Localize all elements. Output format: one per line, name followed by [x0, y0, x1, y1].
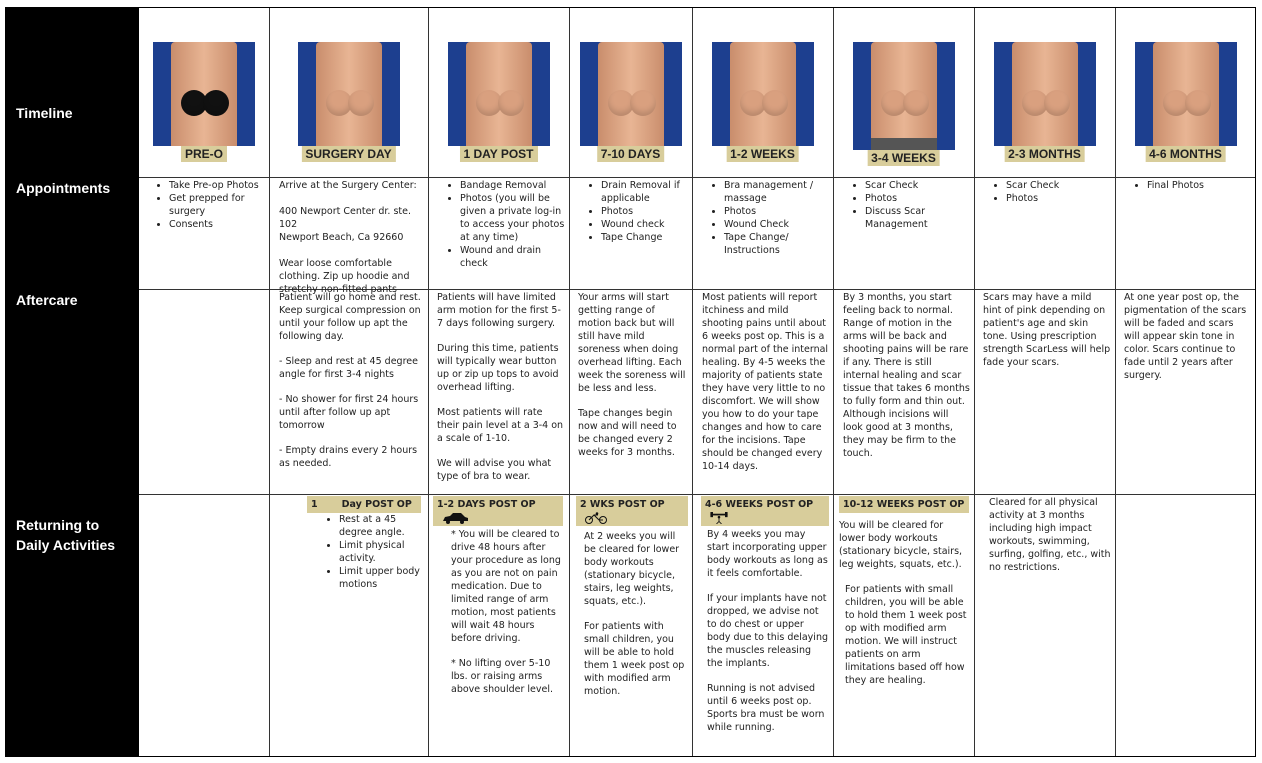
appointments-2-3-months	[976, 179, 1112, 205]
returning-surgery-day	[307, 496, 421, 591]
patient-photo	[448, 42, 550, 146]
patient-photo	[580, 42, 682, 146]
list-item: • Wound Check	[724, 218, 830, 231]
appointments-pre-op	[139, 179, 267, 231]
list-item: • Rest at a 45 degree angle.	[339, 513, 421, 539]
weightlifter-icon	[709, 512, 729, 524]
list-item: • Take Pre-op Photos	[169, 179, 267, 192]
aftercare-3-4-weeks: By 3 months, you start feeling back to normal. Range of motion in the arms will be back and shooting pains will be rare if any. There is still internal healing and scar tissue that takes 6 months to fully form and thin out. Although incisions will look good at 3 months, they may be firm to the touch.	[843, 292, 970, 459]
patient-photo	[1135, 42, 1237, 146]
patient-photo	[298, 42, 400, 146]
section-header: Day POST OP	[341, 499, 412, 510]
stage-label: SURGERY DAY	[301, 146, 395, 162]
appointments-4-6-months	[1117, 179, 1253, 192]
row-label-returning: Returning to Daily Activities	[16, 517, 116, 553]
patient-photo	[853, 42, 955, 150]
returning-2-3-months: Cleared for all physical activity at 3 months including high impact workouts, swimming, surfing, golfing, etc., with no restrictions.	[989, 497, 1111, 573]
list-item: • Wound check	[601, 218, 689, 231]
appointments-surgery-day: Arrive at the Surgery Center: 400 Newport Center dr. ste. 102 Newport Beach, Ca 92660 Wear loose comfortable clothing. Zip up hoodie and stretchy non-fitted pants	[279, 180, 417, 295]
stage-label: 4-6 MONTHS	[1145, 146, 1226, 162]
list-item: • Final Photos	[1147, 179, 1253, 192]
stage-label: 1-2 WEEKS	[726, 146, 799, 162]
section-header: 1-2 DAYS POST OP	[437, 499, 536, 510]
stage-label: 3-4 WEEKS	[867, 150, 940, 166]
list-item: • Photos	[865, 192, 971, 205]
appointments-7-10-days	[571, 179, 689, 244]
patient-photo	[153, 42, 255, 146]
aftercare-surgery-day: Patient will go home and rest. Keep surgical compression on until your follow up apt the following day. - Sleep and rest at 45 degree angle for first 3-4 nights - No shower for first 24 hours until after follow up apt tomorrow - Empty drains every 2 hours as needed.	[279, 292, 421, 469]
list-item: • Limit upper body motions	[339, 565, 421, 591]
stage-label: 1 DAY POST	[459, 146, 537, 162]
section-header: 2 WKS POST OP	[580, 499, 665, 510]
header-number: 1	[311, 499, 318, 510]
list-item: • Bandage Removal	[460, 179, 565, 192]
patient-photo	[994, 42, 1096, 146]
appointments-1-day-post	[430, 179, 565, 270]
list-item: • Wound and drain check	[460, 244, 565, 270]
aftercare-7-10-days: Your arms will start getting range of motion back but will still have mild soreness when doing overhead lifting. Each week the soreness will be less and less. Tape changes begin now and will need to be changed every 2 weeks for 3 months.	[578, 292, 686, 458]
column-pre-op	[139, 8, 269, 756]
list-item: • Tape Change	[601, 231, 689, 244]
bicycle-icon	[584, 512, 608, 524]
returning-7-10-days: 2 WKS POST OP At 2 weeks you will be cleared for lower body workouts (stationary bicycle, stairs, leg weights, squats, etc.). For patients with small children, you will be able to hold them 1 week post op with modified arm motion.	[576, 496, 688, 710]
list-item: • Photos	[1006, 192, 1112, 205]
list-item: • Bra management / massage	[724, 179, 830, 205]
appointments-3-4-weeks	[835, 179, 971, 231]
list-item: • Limit physical activity.	[339, 539, 421, 565]
list-item: • Consents	[169, 218, 267, 231]
stage-label: PRE-O	[181, 146, 227, 162]
list-item: • Photos	[601, 205, 689, 218]
returning-1-day-post: 1-2 DAYS POST OP * You will be cleared to drive 48 hours after your procedure as long as you are not on pain medication. Due to limited range of arm motion, most patients will wait 48 hours before driving. * No lifting over 5-10 lbs. or raising arms above shoulder level.	[433, 496, 563, 708]
list-item: • Scar Check	[1006, 179, 1112, 192]
list-item: • Scar Check	[865, 179, 971, 192]
patient-photo	[712, 42, 814, 146]
section-header: 4-6 WEEKS POST OP	[705, 499, 814, 510]
car-icon	[441, 512, 469, 524]
row-label-appointments: Appointments	[16, 180, 111, 196]
stage-label: 2-3 MONTHS	[1004, 146, 1085, 162]
section-header: 10-12 WEEKS POST OP	[843, 499, 965, 510]
aftercare-1-day-post: Patients will have limited arm motion for the first 5-7 days following surgery. During this time, patients will typically wear button up or zip up tops to avoid overhead lifting. Most patients will rate their pain level at a 3-4 on a scale of 1-10. We will advise you what type of bra to wear.	[437, 292, 564, 482]
list-item: • Discuss Scar Management	[865, 205, 971, 231]
list-item: • Drain Removal if applicable	[601, 179, 689, 205]
aftercare-4-6-months: At one year post op, the pigmentation of the scars will be faded and scars will appear skin tone in color. Scars continue to fade until 2 years after surgery.	[1124, 292, 1247, 381]
row-label-sidebar	[5, 7, 138, 757]
list-item: • Get prepped for surgery	[169, 192, 267, 218]
returning-3-4-weeks: 10-12 WEEKS POST OP You will be cleared for lower body workouts (stationary bicycle, stairs, leg weights, squats, etc.). For patients with small children, you will be able to hold them 1 week post op with modified arm motion. We will instruct patients on arm limitations based off how they are healing.	[839, 496, 969, 699]
aftercare-1-2-weeks: Most patients will report itchiness and mild shooting pains until about 6 weeks post op. This is a normal part of the internal healing. By 4-5 weeks the majority of patients state they have very little to no discomfort. We will show you how to do your tape changes and how to care for the incisions. Tape should be changed every 10-14 days.	[702, 292, 829, 472]
list-item: • Photos	[724, 205, 830, 218]
returning-1-2-weeks: 4-6 WEEKS POST OP By 4 weeks you may start incorporating upper body workouts as long as it feels comfortable. If your implants have not dropped, we advise not to do chest or upper body due to this delaying the muscles releasing the implants. Running is not advised until 6 weeks post op. Sports bra must be worn while running.	[701, 496, 829, 746]
row-label-aftercare: Aftercare	[16, 292, 78, 308]
appointments-1-2-weeks	[694, 179, 830, 257]
aftercare-2-3-months: Scars may have a mild hint of pink depending on patient's age and skin tone. Using prescription strength ScarLess will help fade your scars.	[983, 292, 1111, 368]
list-item: • Tape Change/ Instructions	[724, 231, 830, 257]
column-2-3-months	[974, 8, 1115, 756]
stage-label: 7-10 DAYS	[597, 146, 665, 162]
list-item: • Photos (you will be given a private log-in to access your photos at any time)	[460, 192, 565, 244]
row-label-timeline: Timeline	[16, 105, 73, 121]
timeline-table	[138, 7, 1256, 757]
